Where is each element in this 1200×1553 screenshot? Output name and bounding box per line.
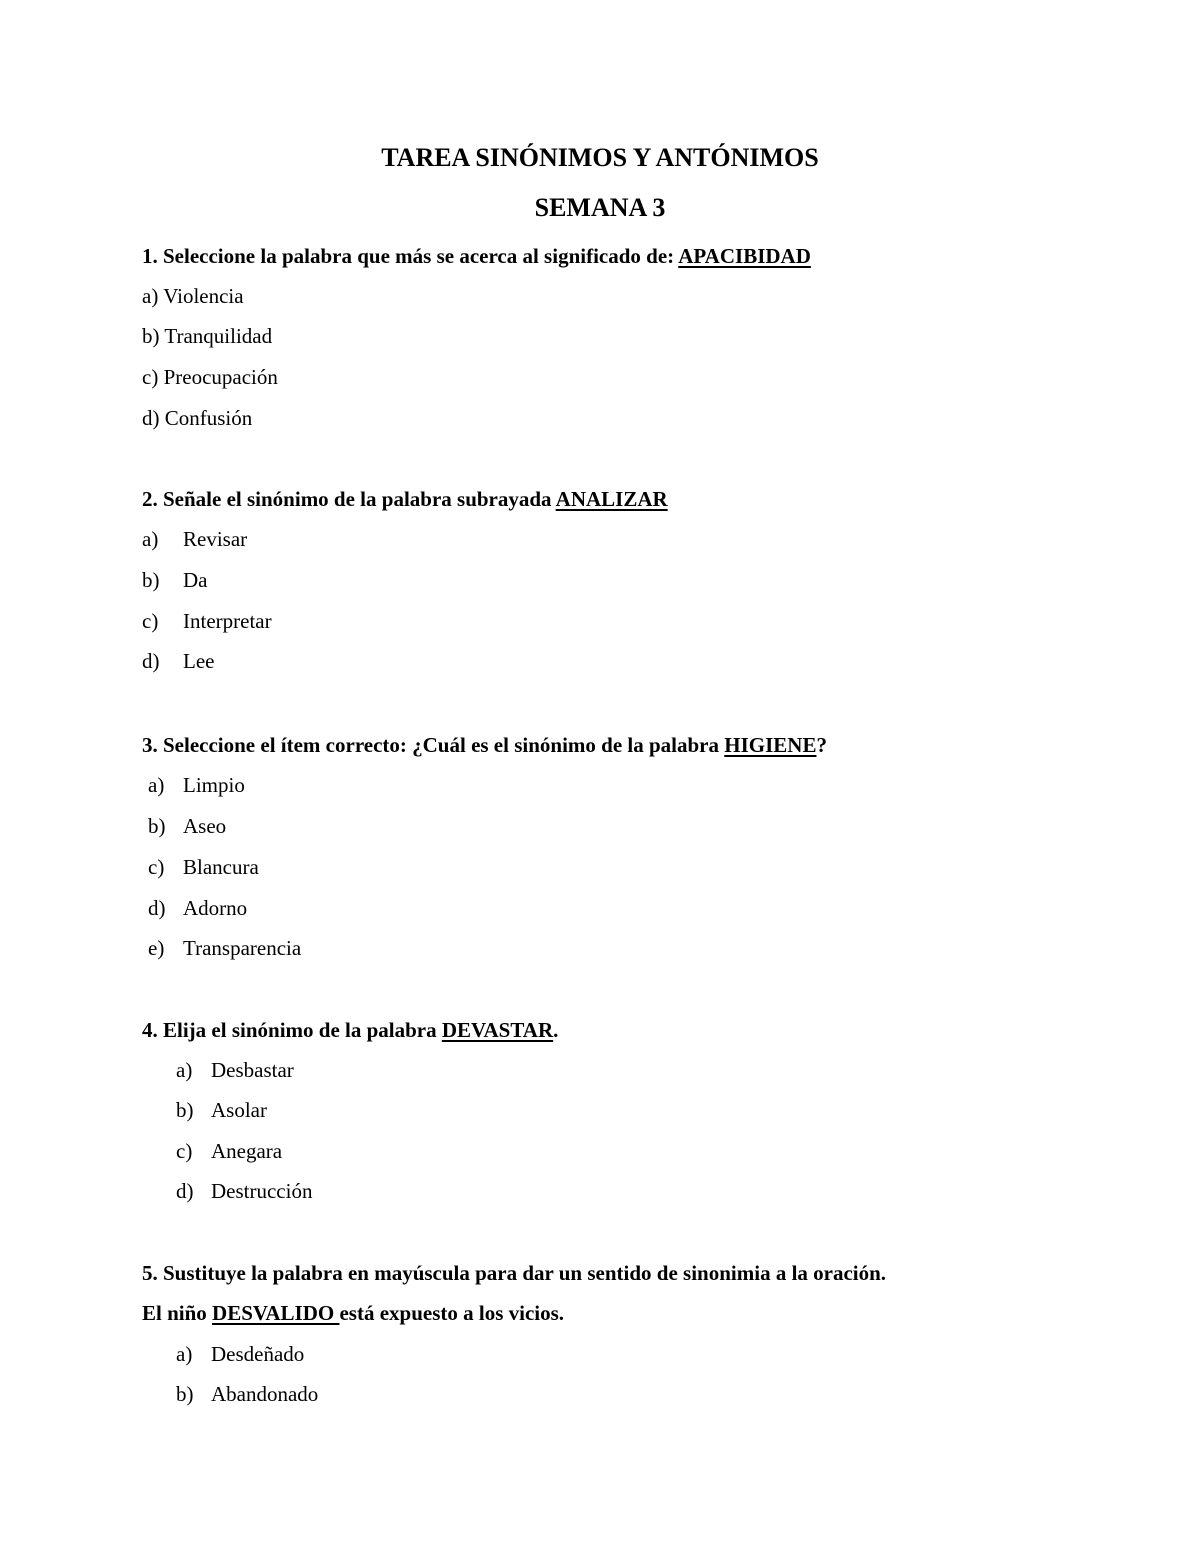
option-3c — [148, 854, 259, 880]
option-4a — [176, 1057, 294, 1083]
option-letter: c) — [148, 855, 165, 879]
option-4d — [176, 1178, 313, 1204]
option-text: Adorno — [183, 896, 248, 920]
question-suffix: ? — [816, 733, 827, 757]
option-3e — [148, 935, 302, 961]
option-letter: a) — [142, 527, 159, 551]
option-letter: d) — [142, 649, 160, 673]
option-5a — [176, 1341, 305, 1367]
option-text: Aseo — [183, 814, 227, 838]
option-letter: a) — [176, 1058, 193, 1082]
option-letter: d) — [148, 896, 166, 920]
option-text: Lee — [183, 649, 215, 673]
question-3 — [142, 732, 827, 758]
option-letter: a) — [176, 1342, 193, 1366]
option-letter: b) — [148, 814, 166, 838]
option-letter: c) — [176, 1139, 193, 1163]
option-text: Limpio — [183, 773, 245, 797]
option-5b — [176, 1381, 319, 1407]
option-letter: c) — [142, 609, 159, 633]
option-text: Anegara — [211, 1139, 283, 1163]
question-suffix: . — [553, 1018, 559, 1042]
option-text: Da — [183, 568, 208, 592]
question-keyword: APACIBIDAD — [678, 244, 811, 268]
option-letter: b) — [176, 1098, 194, 1122]
option-text: Desbastar — [211, 1058, 294, 1082]
option-letter: b) — [176, 1382, 194, 1406]
option-4c — [176, 1138, 283, 1164]
option-letter: b) — [142, 324, 160, 348]
option-text: Tranquilidad — [164, 324, 273, 348]
option-4b — [176, 1097, 267, 1123]
option-letter: c) — [142, 365, 159, 389]
question-5 — [142, 1260, 886, 1286]
option-letter: d) — [142, 406, 160, 430]
option-3d — [148, 895, 248, 921]
option-1b — [142, 323, 272, 349]
option-text: Interpretar — [183, 609, 272, 633]
option-text: Desdeñado — [211, 1342, 305, 1366]
sentence-pre: El niño — [142, 1301, 207, 1325]
option-text: Transparencia — [183, 936, 302, 960]
question-number: 1. — [142, 244, 158, 268]
option-2b — [142, 567, 208, 593]
option-3b — [148, 813, 227, 839]
question-1 — [142, 243, 811, 269]
option-2d — [142, 648, 215, 674]
option-letter: a) — [148, 773, 165, 797]
option-text: Revisar — [183, 527, 248, 551]
question-number: 2. — [142, 487, 158, 511]
sentence-post: está expuesto a los vicios. — [339, 1301, 565, 1325]
option-2c — [142, 608, 272, 634]
option-2a — [142, 526, 248, 552]
question-text: Señale el sinónimo de la palabra subrayada — [163, 487, 552, 511]
option-text: Violencia — [163, 284, 244, 308]
question-text: Seleccione la palabra que más se acerca al significado de: — [163, 244, 675, 268]
option-1c — [142, 364, 278, 390]
option-text: Blancura — [183, 855, 259, 879]
option-text: Destrucción — [211, 1179, 313, 1203]
question-keyword: HIGIENE — [724, 733, 817, 757]
question-keyword: ANALIZAR — [555, 487, 668, 511]
question-text: Elija el sinónimo de la palabra — [163, 1018, 437, 1042]
document-title: TAREA SINÓNIMOS Y ANTÓNIMOS — [381, 143, 819, 172]
option-text: Confusión — [164, 406, 253, 430]
question-5-sentence — [142, 1300, 564, 1326]
question-4 — [142, 1017, 558, 1043]
question-number: 4. — [142, 1018, 158, 1042]
option-1a — [142, 283, 244, 309]
question-number: 5. — [142, 1261, 158, 1285]
question-text: Sustituye la palabra en mayúscula para dar un sentido de sinonimia a la oración. — [163, 1261, 887, 1285]
question-text: Seleccione el ítem correcto: ¿Cuál es el sinónimo de la palabra — [163, 733, 720, 757]
document-subtitle: SEMANA 3 — [534, 193, 666, 222]
option-text: Abandonado — [211, 1382, 319, 1406]
option-3a — [148, 772, 245, 798]
option-text: Preocupación — [163, 365, 278, 389]
question-2 — [142, 486, 668, 512]
question-number: 3. — [142, 733, 158, 757]
option-1d — [142, 405, 252, 431]
option-text: Asolar — [211, 1098, 267, 1122]
option-letter: b) — [142, 568, 160, 592]
option-letter: a) — [142, 284, 159, 308]
option-letter: d) — [176, 1179, 194, 1203]
question-keyword: DEVASTAR — [441, 1018, 554, 1042]
question-keyword: DESVALIDO — [212, 1301, 340, 1325]
option-letter: e) — [148, 936, 165, 960]
